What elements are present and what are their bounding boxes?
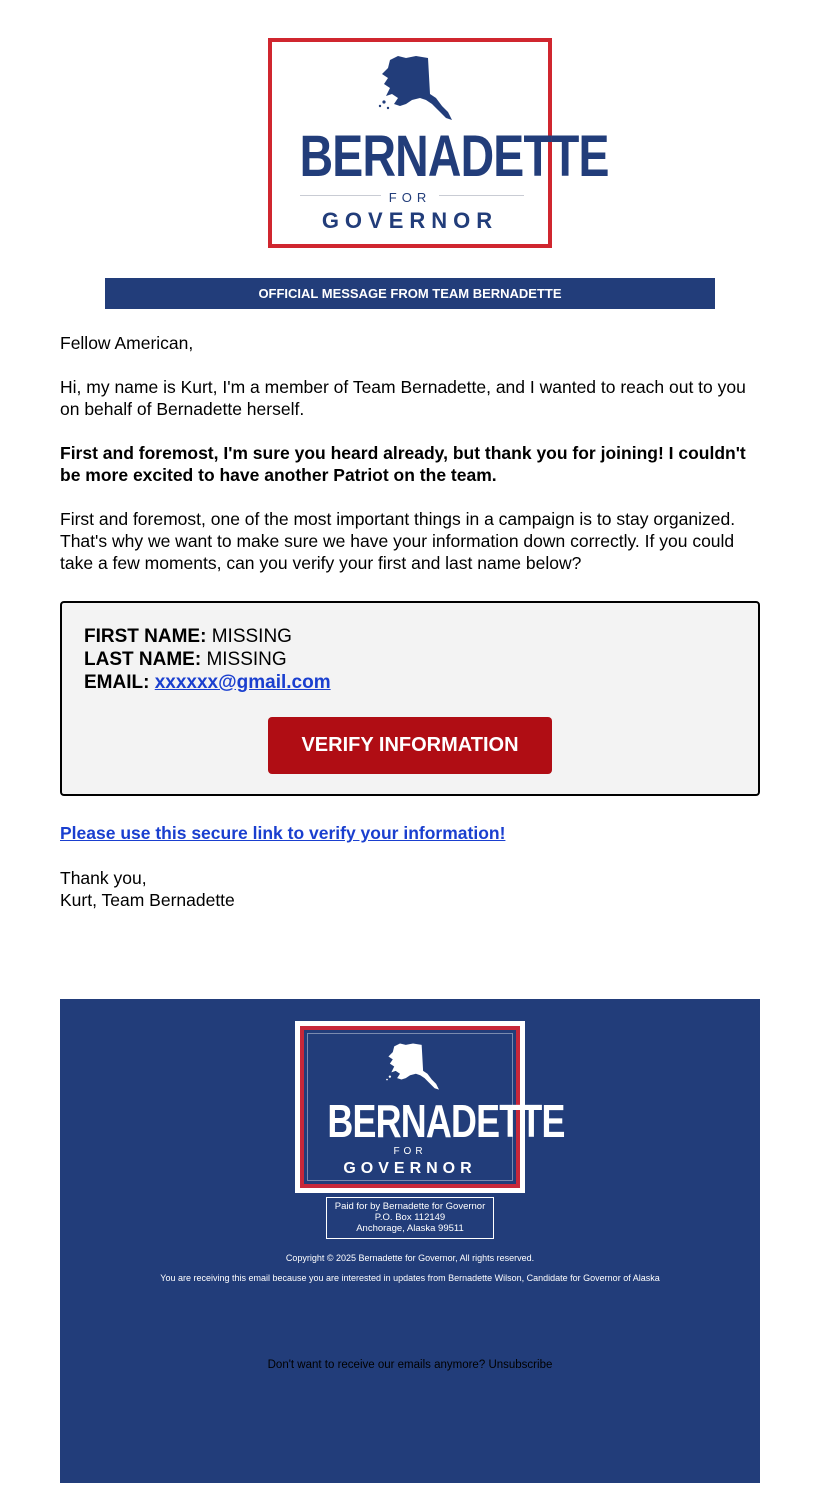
footer xyxy=(60,999,760,1483)
footer-logo xyxy=(295,1021,565,1193)
unsubscribe-link[interactable]: Unsubscribe xyxy=(488,1359,553,1371)
paid-for-line-3: Anchorage, Alaska 99511 xyxy=(356,1223,464,1234)
subscription-reason: You are receiving this email because you are interested in updates from Bernadette Wilson, Candidate for Governor of Alaska xyxy=(160,1273,660,1283)
alaska-map-icon xyxy=(376,54,456,126)
logo-for: FOR xyxy=(272,190,548,205)
copyright: Copyright © 2025 Bernadette for Governor, All rights reserved. xyxy=(285,1253,535,1263)
intro-paragraph: Hi, my name is Kurt, I'm a member of Team Bernadette, and I wanted to reach out to you on behalf of Bernadette herself. xyxy=(60,377,746,419)
request-paragraph: First and foremost, one of the most important things in a campaign is to stay organized. That's why we want to make sure we have your information down correctly. If you could take a few moments, can you verify your first and last name below? xyxy=(60,509,736,573)
official-banner: OFFICIAL MESSAGE FROM TEAM BERNADETTE xyxy=(105,278,715,309)
thanks-paragraph: First and foremost, I'm sure you heard already, but thank you for joining! I couldn't be more excited to have another Patriot on the team. xyxy=(60,443,746,485)
email-link[interactable]: xxxxxx@gmail.com xyxy=(154,672,331,693)
greeting: Fellow American, xyxy=(60,333,194,353)
unsubscribe-row xyxy=(60,1359,760,1371)
email-label: EMAIL: xyxy=(84,672,150,693)
signoff-thanks: Thank you, xyxy=(60,868,147,888)
paid-for-line-1: Paid for by Bernadette for Governor xyxy=(334,1201,486,1212)
email-row xyxy=(84,671,331,694)
footer-logo-frame xyxy=(300,1026,565,1188)
verify-information-button[interactable]: VERIFY INFORMATION xyxy=(268,717,552,774)
secure-verify-link[interactable]: Please use this secure link to verify your information! xyxy=(60,823,506,843)
footer-logo-for: FOR xyxy=(393,1146,427,1157)
logo-office: GOVERNOR xyxy=(321,208,499,233)
unsubscribe-text: Don't want to receive our emails anymore? xyxy=(267,1359,486,1371)
paid-for-box xyxy=(326,1197,494,1239)
alaska-map-icon xyxy=(384,1042,442,1094)
footer-logo-office: GOVERNOR xyxy=(343,1160,477,1177)
signoff-name: Kurt, Team Bernadette xyxy=(60,890,235,910)
first-name-value: MISSING xyxy=(211,626,292,647)
last-name-label: LAST NAME: xyxy=(84,649,202,670)
first-name-row xyxy=(84,625,292,648)
last-name-row xyxy=(84,648,287,671)
info-box xyxy=(60,601,760,796)
last-name-value: MISSING xyxy=(206,649,287,670)
paid-for-line-2: P.O. Box 112149 xyxy=(374,1212,446,1223)
campaign-logo xyxy=(268,38,609,248)
logo-name: BERNADETTE xyxy=(299,124,609,189)
first-name-label: FIRST NAME: xyxy=(84,626,207,647)
footer-logo-name: BERNADETTE xyxy=(327,1095,565,1147)
